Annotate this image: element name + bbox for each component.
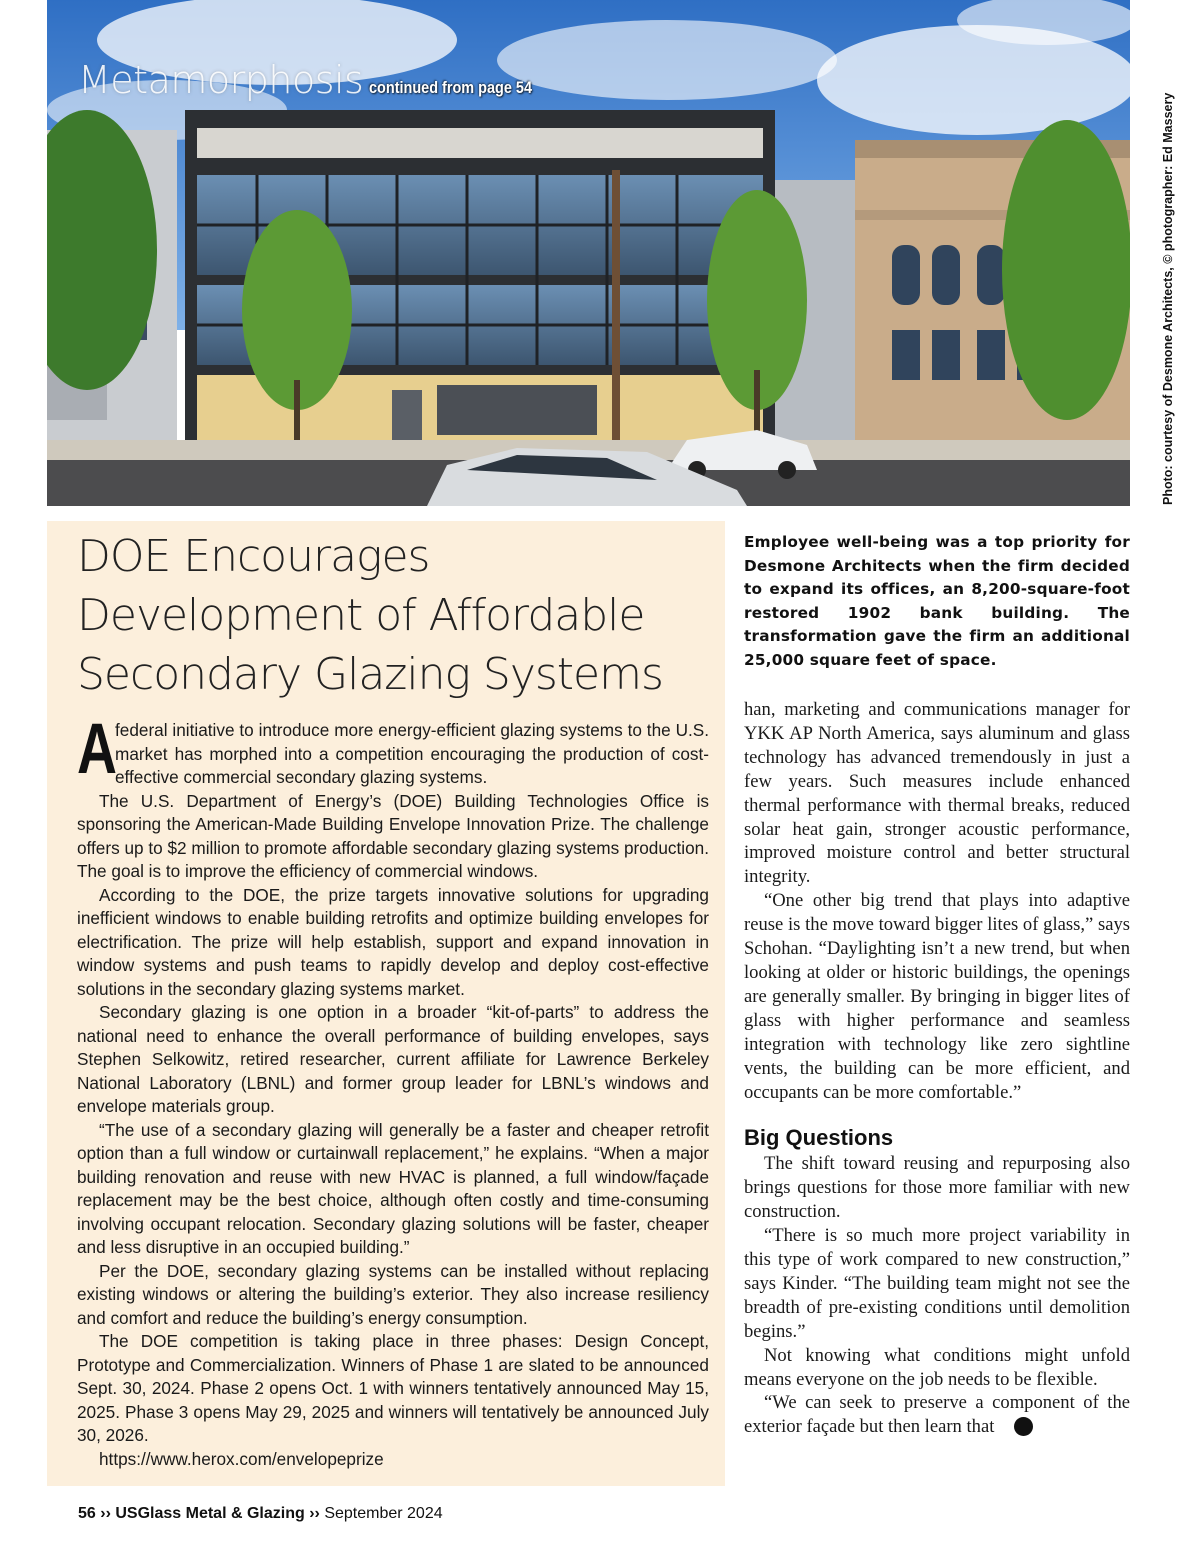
magazine-name: USGlass Metal & Glazing (115, 1505, 305, 1522)
article-paragraph: The shift toward reusing and repurposing also brings questions for those more familiar with new construction. (744, 1153, 1130, 1223)
sidebar-body (77, 710, 709, 1471)
sidebar-paragraph: The DOE competition is taking place in three phases: Design Concept, Prototype and Commercialization. Winners of Phase 1 are slated to be announced Sept. 30, 2024. Phase 2 opens Oct. 1 with winners tentatively announced May 15, 2025. Phase 3 opens May 29, 2025 and winners will tentatively be announced July 30, 2026. (77, 1331, 709, 1445)
sidebar-paragraph: Per the DOE, secondary glazing systems can be installed without replacing existing windows or altering the building’s exterior. They also increase resiliency and comfort and reduce the building’s energy consumption. (77, 1260, 709, 1328)
article-paragraph: “There is so much more project variability in this type of work compared to new construction,” says Kinder. “The building team might not see the breadth of pre-existing conditions until demolition begins.” (744, 1225, 1130, 1342)
drop-cap: A (77, 710, 117, 789)
kicker-title: Metamorphosis (78, 58, 364, 102)
article-column (744, 698, 1130, 1439)
article-paragraph: han, marketing and communications manager for YKK AP North America, says aluminum and glass technology has advanced tremendously in just a few years. Such measures include enhanced thermal performance with thermal breaks, reduced solar heat gain, stronger acoustic performance, improved moisture control and better structural integrity. (744, 699, 1130, 888)
arrow-right-circle-icon[interactable]: ➜ (1014, 1417, 1033, 1436)
sidebar-title: DOE Encourages Development of Affordable Secondary Glazing Systems (77, 531, 663, 700)
section-heading: Big Questions (744, 1125, 894, 1151)
sidebar-box (47, 521, 725, 1486)
continued-kicker (78, 58, 561, 102)
sidebar-paragraph: A federal initiative to introduce more energy-efficient glazing systems to the U.S. market has morphed into a competition encouraging the production of cost-effective commercial secondary glazing systems. (77, 710, 709, 789)
article-paragraph: “We can seek to preserve a component of the exterior façade but then learn that ➜ (744, 1392, 1130, 1438)
article-paragraph: Not knowing what conditions might unfold means everyone on the job needs to be flexible. (744, 1344, 1130, 1390)
photo-caption-block (744, 531, 1130, 673)
photo-credit: Photo: courtesy of Desmone Architects, © photographer: Ed Massery (1161, 92, 1175, 505)
page-footer (78, 1505, 443, 1523)
sidebar-paragraph: Secondary glazing is one option in a broader “kit-of-parts” to address the national need to enhance the overall performance of building envelopes, says Stephen Selkowitz, retired researcher, current affiliate for Lawrence Berkeley National Laboratory (LBNL) and former group leader for LBNL’s windows and envelope materials group. (77, 1002, 709, 1116)
kicker-continued-link[interactable]: continued from page 54 (369, 78, 533, 97)
photo-caption: Employee well-being was a top priority for Desmone Architects when the firm decided to expand its offices, an 8,200-square-foot restored 1902 bank building. The transformation gave the firm an additional 25,000 square feet of space. (744, 533, 1130, 669)
article-paragraph: “One other big trend that plays into adaptive reuse is the move toward bigger lites of glass,” says Schohan. “Daylighting isn’t a new trend, but when looking at older or historic buildings, the openings are generally smaller. By bringing in bigger lites of glass with higher performance and seamless integration with technology like zero sightline vents, the building can be more efficient, and occupants can be more comfortable.” (744, 890, 1130, 1103)
page-number: 56 (78, 1505, 96, 1522)
issue-date: September 2024 (324, 1505, 443, 1522)
sidebar-url-link[interactable]: https://www.herox.com/envelopeprize (99, 1448, 384, 1469)
footer-separator: ›› (100, 1505, 111, 1522)
sidebar-paragraph: “The use of a secondary glazing will generally be a faster and cheaper retrofit option than a full window or curtainwall replacement,” he explains. “When a major building renovation and reuse with new HVAC is planned, a full window/façade replacement may be the best choice, although often costly and time-consuming involving occupant relocation. Secondary glazing solutions will be faster, cheaper and less disruptive in an occupied building.” (77, 1119, 709, 1257)
sidebar-paragraph: According to the DOE, the prize targets innovative solutions for upgrading inefficient windows to enable building retrofits and optimize building envelopes for electrification. The prize will help establish, support and expand innovation in window systems and push teams to rapidly develop and deploy cost-effective solutions in the secondary glazing systems market. (77, 884, 709, 999)
footer-separator: ›› (309, 1505, 320, 1522)
sidebar-paragraph: The U.S. Department of Energy’s (DOE) Building Technologies Office is sponsoring the American-Made Building Envelope Innovation Prize. The challenge offers up to $2 million to promote affordable secondary glazing systems production. The goal is to improve the efficiency of commercial windows. (77, 790, 709, 881)
